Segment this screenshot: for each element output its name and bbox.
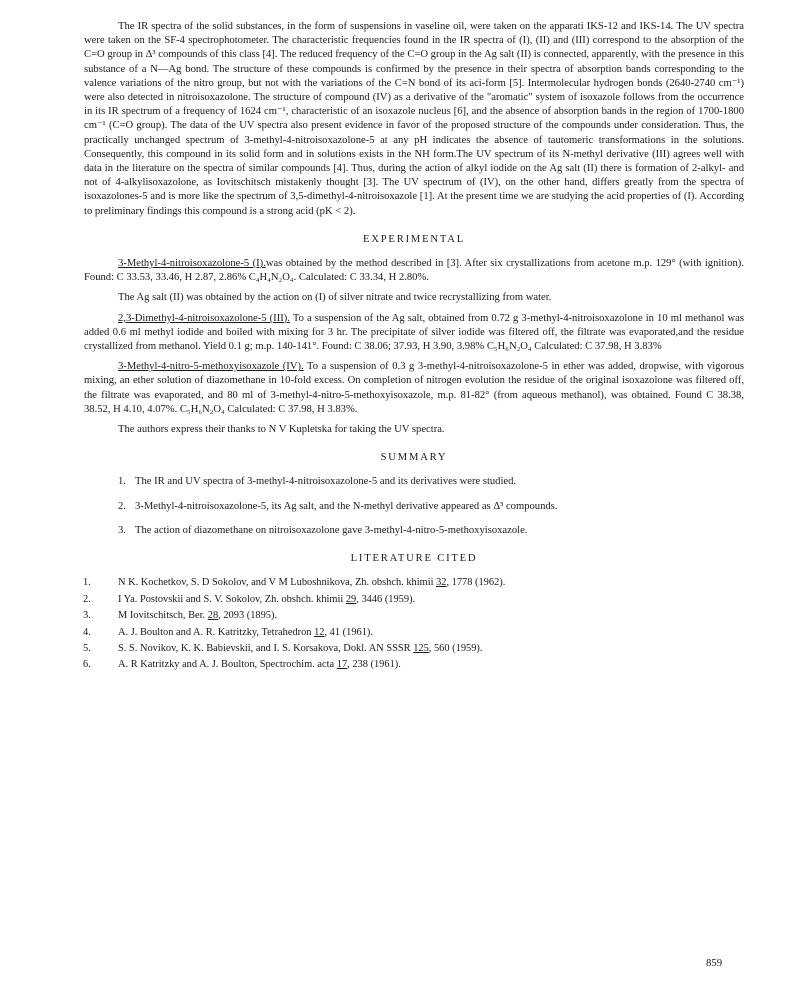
reference-text: A. J. Boulton and A. R. Katritzky, Tetrahedron bbox=[118, 626, 315, 638]
reference-number: 2. bbox=[83, 593, 91, 605]
reference-text: M Iovitschitsch, Ber. bbox=[118, 610, 208, 622]
experimental-paragraph-1 bbox=[84, 257, 744, 285]
reference-item bbox=[84, 626, 744, 640]
summary-text: The action of diazomethane on nitroisoxazolone gave 3-methyl-4-nitro-5-methoxyisoxazole. bbox=[135, 524, 528, 536]
reference-number: 1. bbox=[83, 577, 91, 589]
summary-item bbox=[84, 475, 744, 489]
summary-number: 3. bbox=[118, 524, 126, 536]
summary-list bbox=[84, 475, 744, 538]
summary-text: 3-Methyl-4-nitroisoxazolone-5, its Ag salt, and the N-methyl derivative appeared as Δ³ compounds. bbox=[135, 500, 558, 512]
summary-text: The IR and UV spectra of 3-methyl-4-nitroisoxazolone-5 and its derivatives were studied. bbox=[135, 476, 517, 488]
reference-item bbox=[84, 576, 744, 590]
reference-text: A. R Katritzky and A. J. Boulton, Spectrochim. acta bbox=[118, 659, 337, 671]
reference-pages: , 2093 (1895). bbox=[218, 610, 278, 622]
reference-pages: , 238 (1961). bbox=[347, 659, 401, 671]
reference-item bbox=[84, 658, 744, 672]
summary-item bbox=[84, 524, 744, 538]
reference-volume: 125 bbox=[413, 642, 429, 654]
summary-item bbox=[84, 500, 744, 514]
intro-paragraph: The IR spectra of the solid substances, in the form of suspensions in vaseline oil, were taken on the apparati IKS-12 and IKS-14. The UV spectra were taken on the SF-4 spectrophotometer. The characteristic frequencies found in the IR spectra of (I), (II) and (III) correspond to the absorption of the C=O group in Δ³ compounds of this class [4]. The reduced frequency of the C=O group in the Ag salt (II) is connected, apparently, with the presence in this substance of a N—Ag bond. The structure of these compounds is confirmed by the presence in their spectra of absorption bands corresponding to the valence variations of the nitro group, but not with the variations of the C=N bond of its aci-form [5]. Intermolecular hydrogen bonds (2640-2740 cm⁻¹) were also detected in nitroisoxazolone. The structure of compound (IV) as a derivative of the "aromatic" system of isoxazole follows from the occurrence in its IR spectrum of a frequency of 1624 cm⁻¹, characteristic of an isoxazole nucleus [6], and the absence of absorption bands in the region of 1700-1800 cm⁻¹ (C=O group). The data of the UV spectra also present evidence in favor of the proposed structure of the compounds under consideration. Thus, the practically unchanged spectrum of 3-methyl-4-nitroisoxazolone-5 at any pH indicates the absence of tautomeric transformations in the solutions. Consequently, this compound in its solid form and in solutions exists in the NH form.The UV spectrum of its N-methyl derivative (III) agrees well with data in the literature on the spectra of similar compounds [4]. Thus, during the action of alkyl iodide on the Ag salt (II) there is formation of 2-alkyl- and not of 4-alkylisoxazolone, as Iovitschitsch mistakenly thought [3]. The UV spectrum of (IV), on the other hand, differs greatly from the spectra of isoxazolones-5 and is more like the spectrum of 3,5-dimethyl-4-nitroisoxazole [1]. At the present time we are studying the acid properties of (I). According to preliminary findings this compound is a strong acid (pK < 2). bbox=[84, 21, 744, 217]
summary-number: 2. bbox=[118, 500, 126, 512]
experimental-paragraph-3 bbox=[84, 312, 744, 355]
summary-heading: SUMMARY bbox=[380, 452, 448, 464]
reference-volume: 29 bbox=[345, 593, 357, 605]
acknowledgement: The authors express their thanks to N V Kupletska for taking the UV spectra. bbox=[118, 424, 445, 436]
reference-item bbox=[84, 609, 744, 623]
compound-iv-title: 3-Methyl-4-nitro-5-methoxyisoxazole (IV). bbox=[118, 361, 304, 373]
article-page bbox=[84, 20, 744, 675]
reference-number: 5. bbox=[83, 642, 91, 654]
reference-volume: 17 bbox=[336, 659, 348, 671]
reference-pages: , 41 (1961). bbox=[324, 626, 373, 638]
summary-number: 1. bbox=[118, 476, 126, 488]
reference-number: 6. bbox=[83, 659, 91, 671]
reference-pages: , 560 (1959). bbox=[428, 642, 483, 654]
compound-i-title: 3-Methyl-4-nitroisoxazolone-5 (I). bbox=[118, 258, 266, 270]
reference-item bbox=[84, 642, 744, 656]
reference-number: 3. bbox=[83, 610, 91, 622]
reference-volume: 28 bbox=[207, 610, 219, 622]
reference-text: N K. Kochetkov, S. D Sokolov, and V M Luboshnikova, Zh. obshch. khimii bbox=[118, 577, 437, 589]
page-number: 859 bbox=[706, 957, 723, 969]
experimental-heading: EXPERIMENTAL bbox=[363, 233, 465, 245]
reference-volume: 32 bbox=[436, 577, 447, 589]
compound-iv-text: To a suspension of 0.3 g 3-methyl-4-nitroisoxazolone-5 in ether was added, dropwise, with vigorous mixing, an ether solution of diazomethane in 10-fold excess. On completion of nitrogen evolution the residue of the original isoxazolone was filtered off, the filtrate was evaporated, and 80 ml of 3-methyl-4-nitro-5-methoxyisoxazole, m.p. 81-82° (from aqueous methanol), was obtained. Found C 38.38, 38.52, H 4.10, 4.07%. C₅H₆N₂O₄ Calculated: C 37.98, H 3.83%. bbox=[84, 361, 744, 415]
compound-iii-title: 2,3-Dimethyl-4-nitroisoxazolone-5 (III). bbox=[118, 312, 290, 324]
reference-pages: , 1778 (1962). bbox=[446, 577, 506, 589]
reference-list bbox=[84, 576, 744, 672]
experimental-paragraph-4 bbox=[84, 360, 744, 417]
reference-pages: , 3446 (1959). bbox=[356, 593, 416, 605]
compound-i-text: was obtained by the method described in [3]. After six crystallizations from acetone m.p. 129° (with ignition). Found: C 33.53, 33.46, H 2.87, 2.86% C₄H₄N₂O₄. Calculated: C 33.34, H 2.80%. bbox=[84, 258, 744, 284]
reference-number: 4. bbox=[83, 626, 91, 638]
compound-iii-text: To a suspension of the Ag salt, obtained from 0.72 g 3-methyl-4-nitroisoxazolone in 10 ml methanol was added 0.6 ml methyl iodide and boiled with mixing for 3 hr. The precipitate of silver iodide was filtered off, the filtrate was evaporated,and the residue crystallized from methanol. Yield 0.1 g; m.p. 140-141°. Found: C 38.06; 37.93, H 3.90, 3.98% C₅H₆N₂O₄ Calculated: C 37.98, H 3.83% bbox=[84, 312, 744, 353]
reference-item bbox=[84, 593, 744, 607]
experimental-paragraph-2: The Ag salt (II) was obtained by the action on (I) of silver nitrate and twice recrystallizing from water. bbox=[118, 292, 552, 304]
reference-text: S. S. Novikov, K. K. Babievskii, and I. S. Korsakova, Dokl. AN SSSR bbox=[118, 642, 414, 654]
reference-volume: 12 bbox=[314, 626, 325, 638]
reference-text: I Ya. Postovskii and S. V. Sokolov, Zh. obshch. khimii bbox=[118, 593, 346, 605]
literature-heading: LITERATURE CITED bbox=[350, 553, 478, 565]
